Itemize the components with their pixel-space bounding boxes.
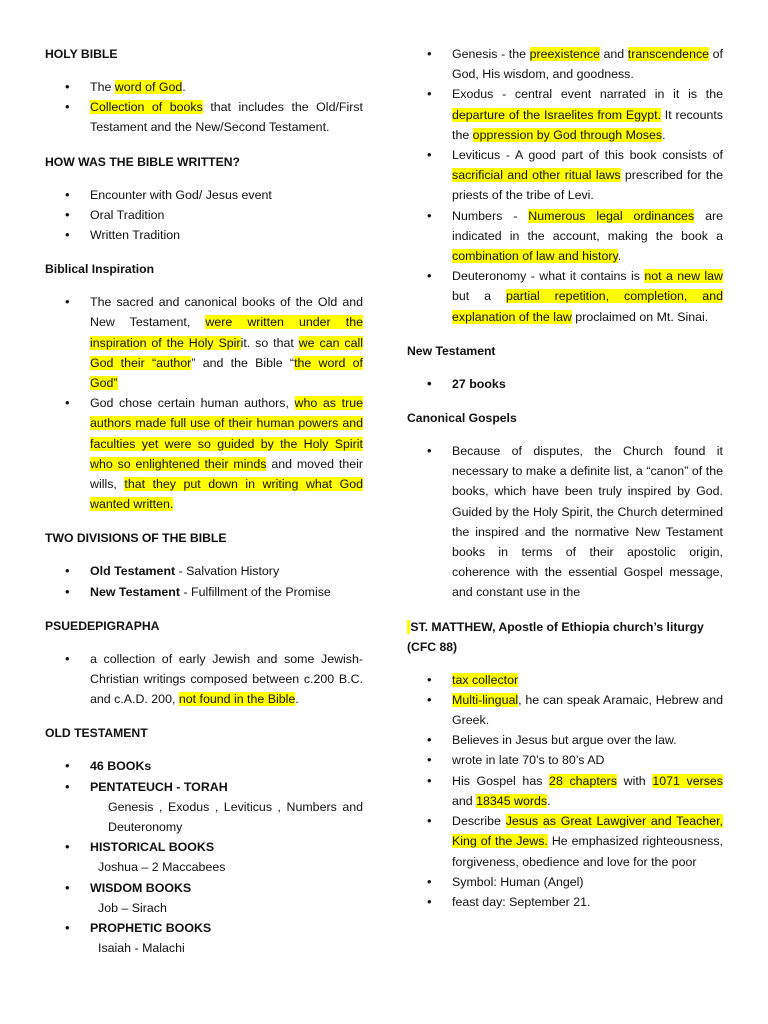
text: .: [617, 249, 622, 264]
pseudepigrapha-list: [45, 649, 363, 710]
highlight: 28 chapters: [549, 773, 617, 788]
list-item: [407, 266, 723, 327]
highlight: 1071 verses: [652, 773, 724, 788]
list-item: • Written Tradition: [45, 225, 363, 245]
text: and moved their wills,: [90, 456, 363, 492]
text: The sacred and canonical books of the Old and New Testament,: [90, 295, 363, 330]
text: Old Testament: [90, 564, 176, 579]
inspiration-list: [45, 292, 363, 514]
list-item: [407, 670, 723, 690]
highlight: combination of law and history: [452, 249, 618, 264]
text: New Testament: [90, 584, 180, 599]
list-item: [45, 649, 363, 710]
text: - Salvation History: [175, 564, 280, 579]
list-item: [45, 756, 363, 776]
list-item: [45, 77, 363, 97]
highlight: not found in the Bible: [178, 692, 296, 707]
holy-bible-list: [45, 77, 363, 138]
new-testament-heading: New Testament: [407, 343, 496, 358]
list-item: [45, 837, 363, 877]
list-item: [407, 206, 723, 267]
sub-text: Joshua – 2 Maccabees: [98, 860, 226, 875]
highlight: transcendence: [627, 47, 710, 61]
list-item: [45, 777, 363, 838]
highlight: partial repetition, completion, and explanation of the law: [452, 289, 723, 324]
list-item: [45, 393, 363, 514]
list-item: [45, 582, 363, 602]
text: , he can speak Aramaic, Hebrew and Greek.: [452, 692, 723, 728]
text: PENTATEUCH - TORAH: [90, 779, 228, 794]
text: prescribed for the priests of the tribe of Levi.: [452, 168, 723, 203]
text: His Gospel has: [452, 773, 550, 788]
sub-text: Isaiah - Malachi: [98, 941, 185, 956]
highlight: Collection of books: [90, 100, 203, 115]
text: .: [295, 692, 299, 707]
text: The: [90, 80, 115, 94]
text: Leviticus: [452, 148, 501, 163]
text: He emphasized righteousness, forgiveness, obedience and love for the poor: [452, 834, 723, 869]
highlight: Jesus as Great Lawgiver and Teacher, King of the Jews.: [452, 814, 724, 849]
text: that includes the Old/First Testament and the New/Second Testament.: [90, 100, 363, 135]
text: Exodus: [452, 87, 494, 102]
text: - Fulfillment of the Promise: [179, 584, 331, 599]
highlight: who as true authors made full use of their human powers and faculties yet were so guided by the Holy Spirit: [90, 396, 363, 451]
list-item: • Oral Tradition: [45, 205, 363, 225]
matthew-list: [407, 670, 723, 912]
text: -: [502, 208, 529, 223]
list-item: • feast day: September 21.: [407, 892, 723, 912]
highlight: oppression by God through Moses: [472, 127, 663, 142]
right-column: [407, 44, 723, 926]
old-testament-heading: OLD TESTAMENT: [45, 726, 148, 741]
sub-text: Genesis , Exodus , Leviticus , Numbers and Deuteronomy: [108, 799, 363, 835]
list-item: • Believes in Jesus but argue over the law.: [407, 730, 723, 750]
list-item: • Encounter with God/ Jesus event: [45, 185, 363, 205]
highlight: sacrificial and other ritual laws: [452, 168, 621, 183]
canonical-list: [407, 441, 723, 603]
list-item: [45, 918, 363, 958]
list-item: [407, 44, 723, 84]
new-testament-list: [407, 374, 723, 394]
text: 46 BOOKs: [90, 759, 152, 774]
holy-bible-heading: HOLY BIBLE: [45, 47, 118, 61]
text: Numbers: [452, 208, 503, 223]
text: with: [617, 773, 653, 788]
highlight: Numerous legal ordinances: [528, 208, 695, 223]
text: a collection of early Jewish and some Jewish-Christian writings composed between c.200 B.C. and c.A.D. 200,: [90, 651, 363, 707]
list-item: [45, 97, 363, 137]
text: and: [452, 793, 477, 808]
text: Deuteronomy: [452, 269, 527, 284]
list-item: [407, 771, 723, 811]
highlight: preexistence: [529, 47, 600, 61]
text: it. so that: [240, 335, 299, 350]
text: - the: [497, 47, 530, 61]
highlight: the word of God”: [90, 355, 363, 391]
text: .: [547, 793, 551, 808]
list-item: [407, 84, 723, 145]
left-column: [45, 44, 363, 973]
list-item: • wrote in late 70’s to 80’s AD: [407, 750, 723, 770]
list-item: [407, 690, 723, 730]
text: WISDOM BOOKS: [90, 880, 192, 895]
text: PROPHETIC BOOKS: [90, 921, 212, 936]
list-item: [407, 145, 723, 206]
text: are indicated in the account, making the book a: [452, 208, 723, 243]
text: - central event narrated in it is the: [493, 87, 723, 102]
highlight: that they put down in writing what God wanted written.: [90, 477, 363, 512]
pseudepigrapha-heading: PSUEDEPIGRAPHA: [45, 618, 160, 633]
text: HISTORICAL BOOKS: [90, 840, 215, 855]
highlight: were written under the inspiration of the Holy Spir: [90, 315, 363, 350]
text: but a: [452, 289, 506, 304]
how-written-heading: HOW WAS THE BIBLE WRITTEN?: [45, 154, 240, 169]
highlight: departure of the Israelites from Egypt.: [452, 107, 662, 122]
text: proclaimed on Mt. Sinai.: [571, 309, 709, 324]
text: Genesis: [452, 47, 498, 61]
old-testament-list: [45, 756, 363, 958]
canonical-gospels-heading: Canonical Gospels: [407, 411, 517, 426]
highlight: we can call God their “author: [90, 335, 363, 370]
text: ST. MATTHEW, Apostle of Ethiopia church’s liturgy (CFC 88): [407, 619, 704, 654]
highlight: who so enlightened their minds: [90, 456, 267, 471]
sub-text: Job – Sirach: [98, 900, 167, 915]
list-item: [45, 292, 363, 393]
text: .: [662, 127, 666, 142]
how-written-list: [45, 185, 363, 246]
list-item: • Because of disputes, the Church found it necessary to make a definite list, a “canon” of the books, which have been truly inspired by God. Guided by the Holy Spirit, the Church determined the inspired and the normative New Testament books in terms of their apostolic origin, coherence with the essential Gospel message, and constant use in the: [407, 441, 723, 603]
highlight: 18345 words: [476, 793, 548, 808]
highlight: tax collector: [452, 672, 519, 687]
text: ” and the Bible “: [191, 355, 295, 370]
highlight: word of God: [114, 80, 183, 94]
text: .: [182, 80, 186, 94]
text: and: [599, 47, 628, 61]
list-item: • 27 books: [407, 374, 723, 394]
list-item: • Symbol: Human (Angel): [407, 872, 723, 892]
two-divisions-list: [45, 561, 363, 601]
text: - what it contains is: [526, 269, 645, 284]
text: of God, His wisdom, and goodness.: [452, 47, 723, 82]
pentateuch-books-list: [407, 44, 723, 327]
text: It recounts the: [452, 107, 723, 142]
matthew-heading: [407, 617, 723, 657]
highlight: Multi-lingual: [452, 692, 519, 707]
highlight: not a new law: [644, 269, 724, 284]
inspiration-heading: Biblical Inspiration: [45, 262, 155, 277]
list-item: [407, 811, 723, 872]
list-item: [45, 878, 363, 918]
text: God chose certain human authors,: [90, 396, 295, 411]
two-divisions-heading: TWO DIVISIONS OF THE BIBLE: [45, 531, 227, 546]
text: Describe: [452, 814, 506, 829]
text: - A good part of this book consists of: [500, 148, 723, 163]
list-item: [45, 561, 363, 581]
